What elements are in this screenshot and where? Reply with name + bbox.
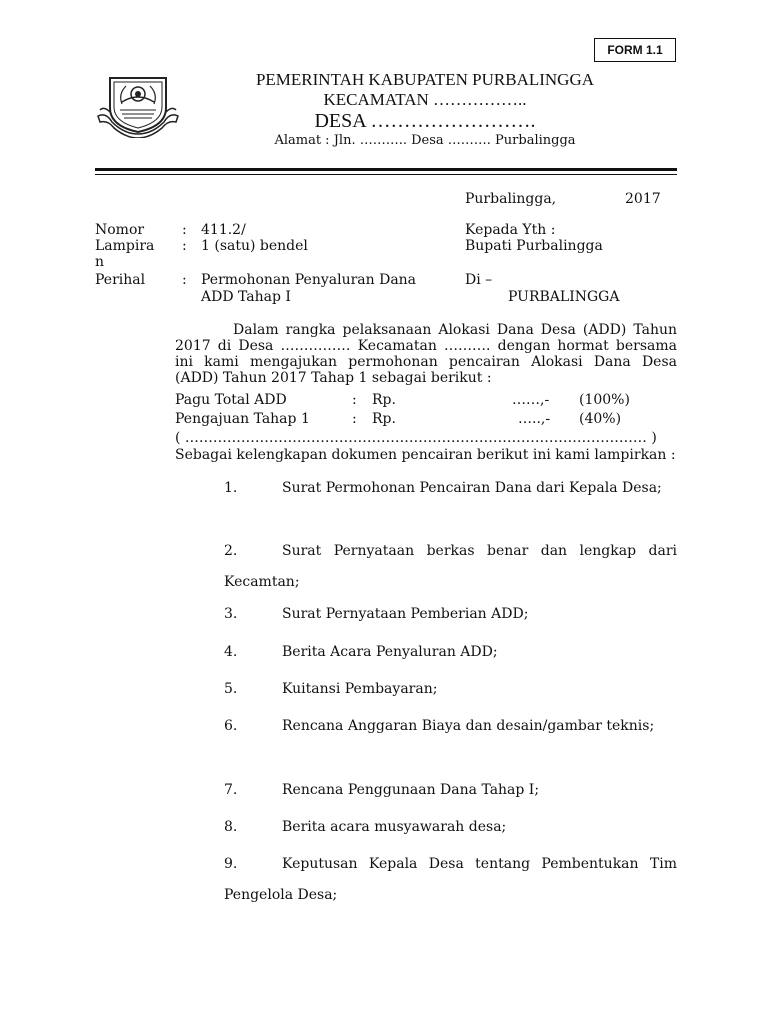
pengajuan-colon: :: [352, 411, 357, 427]
lampiran-colon: :: [182, 238, 187, 254]
letterhead-government: PEMERINTAH KABUPATEN PURBALINGGA: [255, 70, 595, 89]
list-item: 3. Surat Pernyataan Pemberian ADD;: [224, 606, 529, 622]
pengajuan-label: Pengajuan Tahap 1: [175, 411, 310, 427]
pagu-percent: (100%): [579, 392, 630, 408]
perihal-value-line1: Permohonan Penyaluran Dana: [201, 272, 417, 288]
list-item: 2. Surat Pernyataan berkas benar dan lengkap dari Kecamtan;: [224, 543, 677, 590]
date-year: 2017: [625, 191, 661, 207]
list-item: 4. Berita Acara Penyaluran ADD;: [224, 644, 498, 660]
list-item: 9. Keputusan Kepala Desa tentang Pembentukan Tim Pengelola Desa;: [224, 856, 677, 903]
pengajuan-amount: …..,-: [518, 411, 551, 427]
recipient-di: Di –: [465, 272, 493, 288]
letterhead-district: KECAMATAN ……………..: [323, 90, 527, 109]
list-item: 1. Surat Permohonan Pencairan Dana dari Kepala Desa;: [224, 480, 662, 496]
perihal-colon: :: [182, 272, 187, 288]
date-place: Purbalingga,: [465, 191, 557, 207]
pagu-label: Pagu Total ADD: [175, 392, 287, 408]
pengajuan-currency: Rp.: [372, 411, 396, 427]
letterhead-divider-thick: [95, 168, 677, 171]
letterhead-divider-thin: [95, 174, 677, 175]
letterhead-village: DESA …………………….: [314, 110, 536, 132]
list-item: 7. Rencana Penggunaan Dana Tahap I;: [224, 782, 540, 798]
perihal-label: Perihal: [95, 272, 146, 288]
pengajuan-percent: (40%): [579, 411, 622, 427]
nomor-value: 411.2/: [201, 222, 246, 238]
perihal-value-line2: ADD Tahap I: [201, 289, 291, 305]
form-label: FORM 1.1: [594, 38, 676, 62]
lampiran-value: 1 (satu) bendel: [201, 238, 308, 254]
recipient-salutation: Kepada Yth :: [465, 222, 556, 238]
lampiran-label: Lampira: [95, 238, 155, 254]
pagu-amount: ……,-: [512, 392, 550, 408]
list-item: 6. Rencana Anggaran Biaya dan desain/gambar teknis;: [224, 718, 655, 734]
intro-text: Dalam rangka pelaksanaan Alokasi Dana Desa (ADD) Tahun 2017 di Desa …………… Kecamatan ………. dengan hormat bersama ini kami mengajukan permohonan pencairan Alokasi Dana Desa (ADD) Tahun 2017 Tahap 1 sebagai berikut :: [175, 322, 677, 386]
list-item: 5. Kuitansi Pembayaran;: [224, 681, 438, 697]
pagu-colon: :: [352, 392, 357, 408]
letterhead-address: Alamat : Jln. ……….. Desa ………. Purbalingga: [274, 133, 576, 148]
intro-paragraph: [175, 322, 677, 386]
regency-emblem-logo: [96, 72, 180, 138]
dotted-line: ( ……………………………………………………………………………………… ): [175, 430, 657, 446]
nomor-colon: :: [182, 222, 187, 238]
list-item: 8. Berita acara musyawarah desa;: [224, 819, 507, 835]
pagu-currency: Rp.: [372, 392, 396, 408]
recipient-place: PURBALINGGA: [508, 289, 620, 305]
closing-paragraph: Sebagai kelengkapan dokumen pencairan berikut ini kami lampirkan :: [175, 447, 676, 463]
nomor-label: Nomor: [95, 222, 145, 238]
recipient-name: Bupati Purbalingga: [465, 238, 603, 254]
lampiran-label-wrap: n: [95, 254, 105, 270]
